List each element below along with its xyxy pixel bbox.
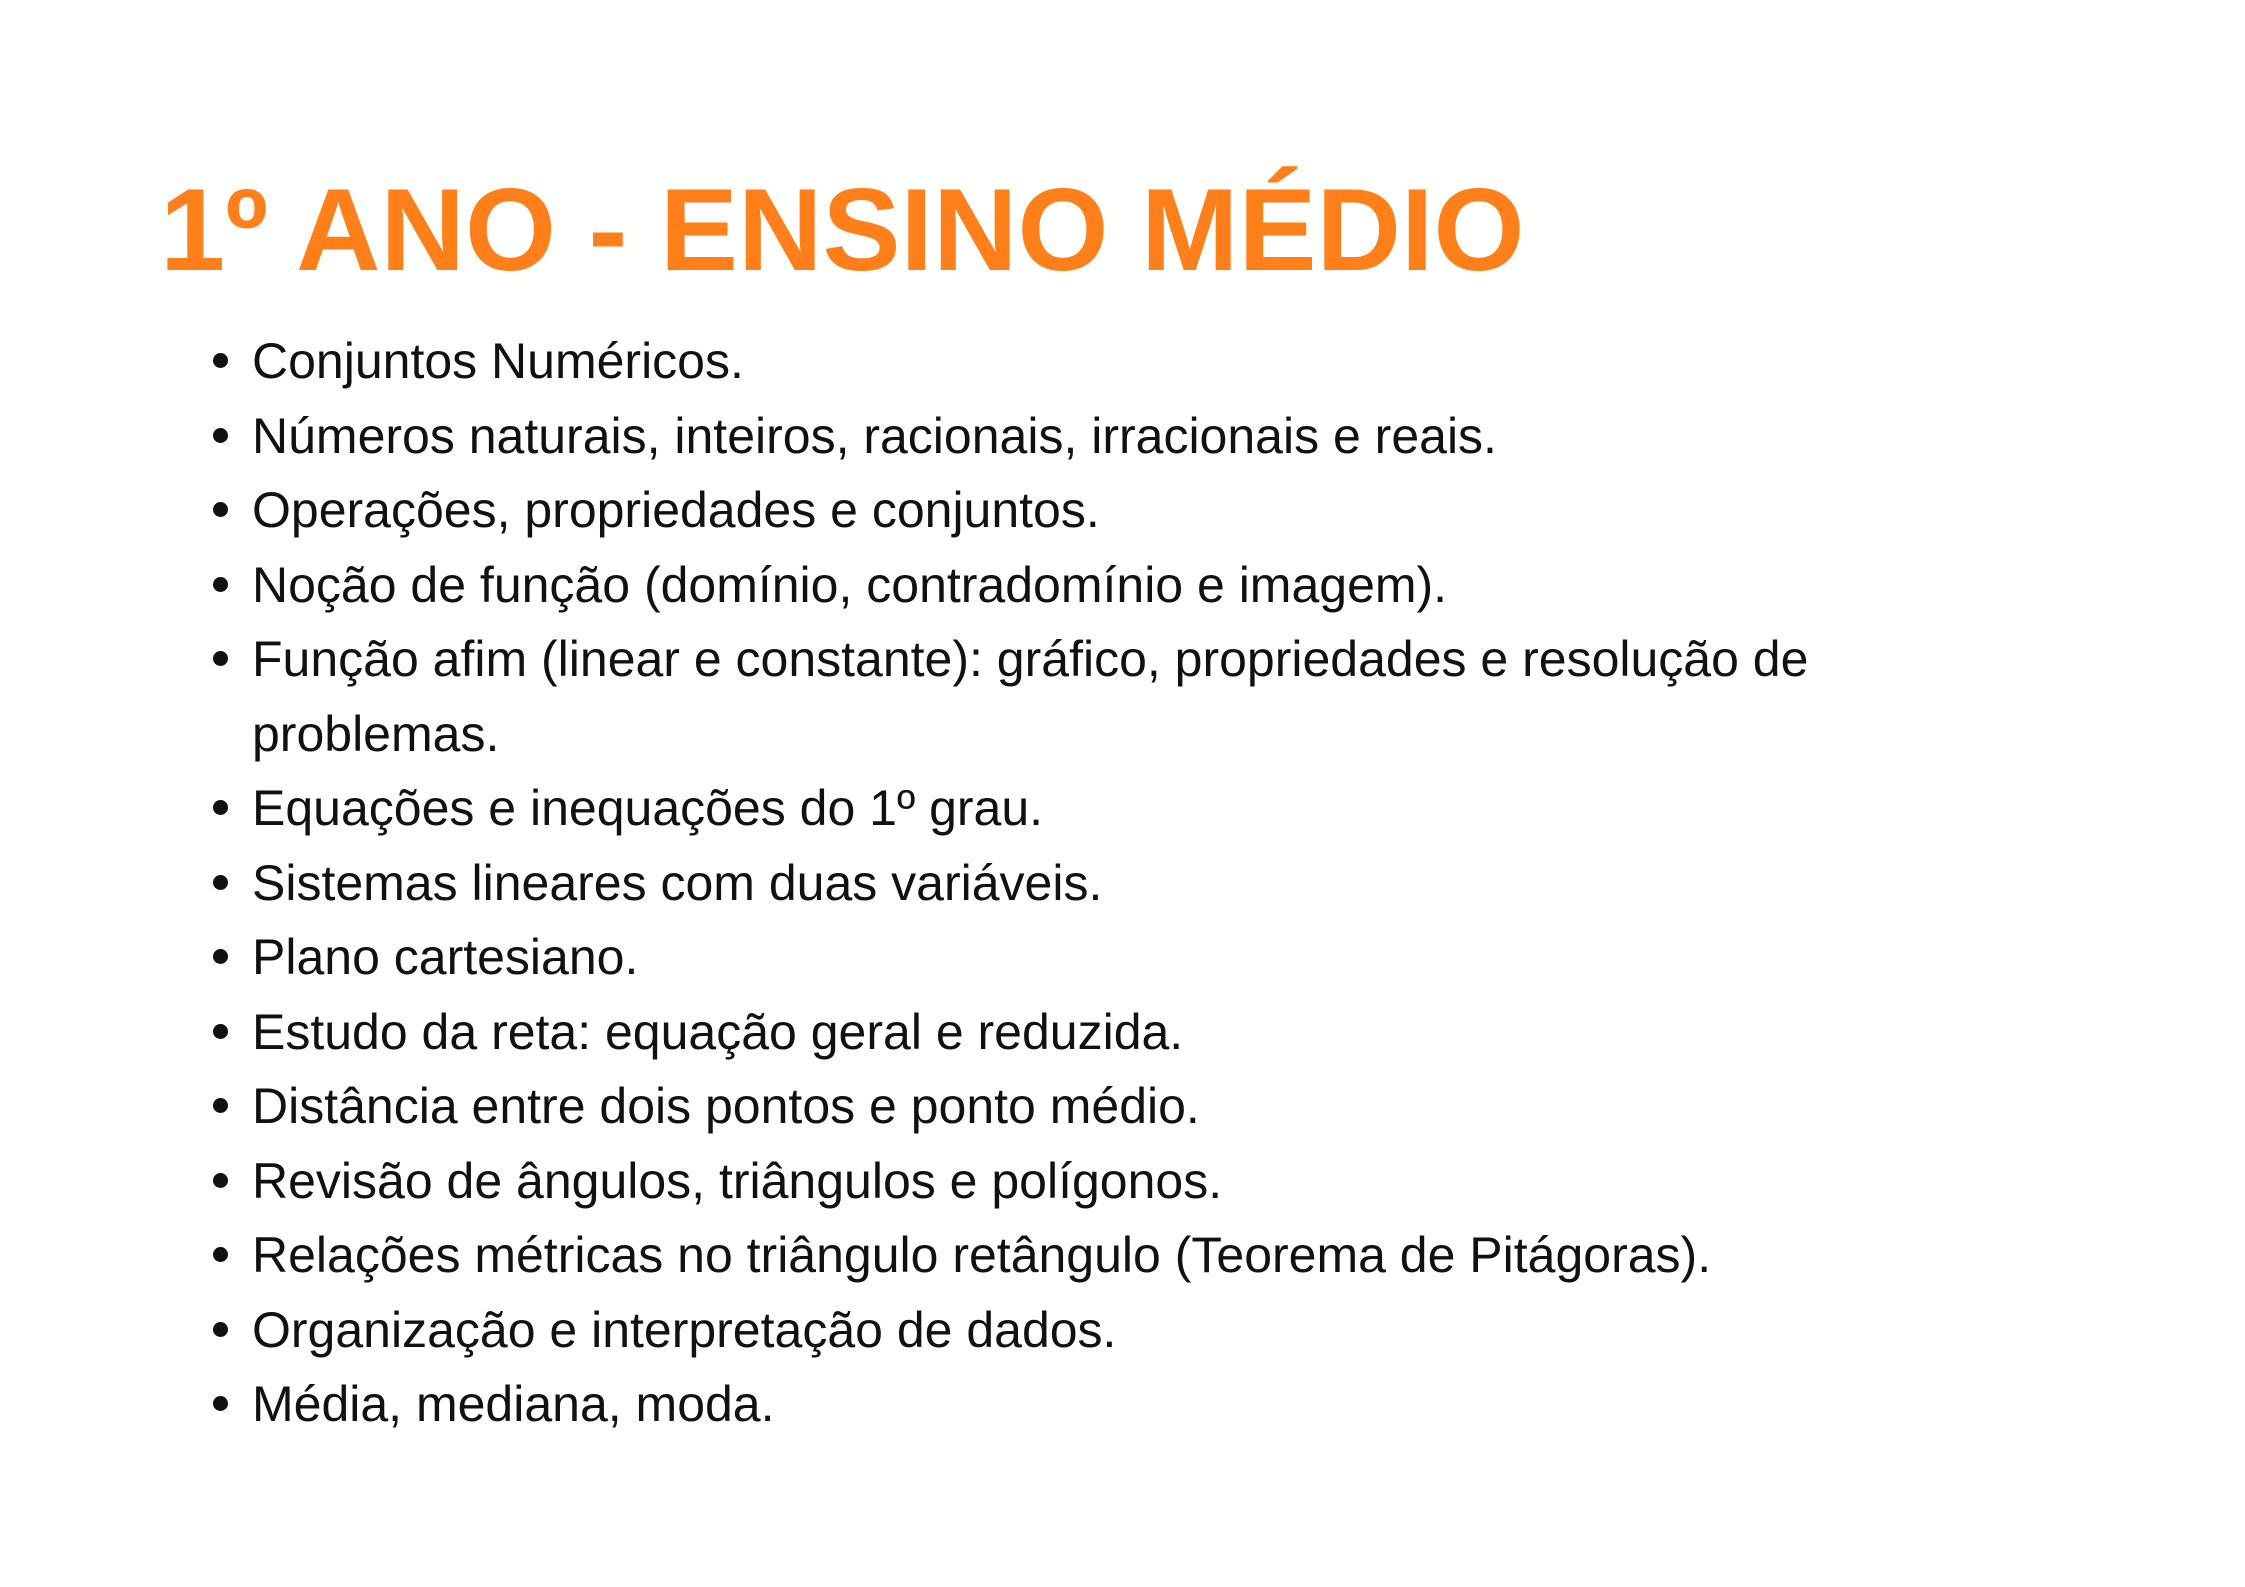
bullet-icon <box>213 428 228 443</box>
list-item-text: Revisão de ângulos, triângulos e polígonos. <box>252 1152 1223 1209</box>
bullet-icon <box>213 651 228 666</box>
bullet-icon <box>213 502 228 517</box>
bullet-icon <box>213 875 228 890</box>
bullet-icon <box>213 1322 228 1337</box>
list-item-text: Conjuntos Numéricos. <box>252 333 744 389</box>
list-item <box>213 1144 2013 1219</box>
list-item <box>213 1293 2013 1368</box>
list-item-text: Operações, propriedades e conjuntos. <box>252 482 1100 538</box>
list-item-text: Noção de função (domínio, contradomínio e imagem). <box>252 556 1448 613</box>
bullet-icon <box>213 577 228 592</box>
list-item <box>213 846 2013 921</box>
bullet-icon <box>213 353 228 368</box>
list-item <box>213 622 2013 771</box>
list-item <box>213 1069 2013 1144</box>
bullet-icon <box>213 800 228 815</box>
list-item <box>213 399 2013 474</box>
list-item-text: Números naturais, inteiros, racionais, irracionais e reais. <box>252 407 1497 464</box>
list-item-text: Distância entre dois pontos e ponto médio. <box>252 1078 1200 1134</box>
list-item <box>213 324 2013 399</box>
list-item <box>213 1367 2013 1442</box>
list-item <box>213 771 2013 846</box>
list-item <box>213 920 2013 995</box>
list-item-text: Sistemas lineares com duas variáveis. <box>252 854 1103 911</box>
list-item <box>213 548 2013 623</box>
list-item-text: Organização e interpretação de dados. <box>252 1301 1117 1358</box>
list-item-text: Relações métricas no triângulo retângulo (Teorema de Pitágoras). <box>252 1227 1712 1283</box>
list-item <box>213 995 2013 1070</box>
list-item-text: Média, mediana, moda. <box>252 1376 775 1432</box>
bullet-icon <box>213 1173 228 1188</box>
bullet-icon <box>213 1024 228 1039</box>
topic-list <box>213 324 2013 1442</box>
list-item-text: Função afim (linear e constante): gráfico, propriedades e resolução de problemas. <box>252 631 1809 762</box>
bullet-icon <box>213 1247 228 1262</box>
list-item <box>213 1218 2013 1293</box>
list-item-text: Equações e inequações do 1º grau. <box>252 780 1044 836</box>
bullet-icon <box>213 1098 228 1113</box>
list-item-text: Estudo da reta: equação geral e reduzida. <box>252 1003 1184 1060</box>
bullet-icon <box>213 949 228 964</box>
list-item <box>213 473 2013 548</box>
bullet-icon <box>213 1396 228 1411</box>
page-title: 1º ANO - ENSINO MÉDIO <box>160 164 1525 295</box>
list-item-text: Plano cartesiano. <box>252 929 639 985</box>
